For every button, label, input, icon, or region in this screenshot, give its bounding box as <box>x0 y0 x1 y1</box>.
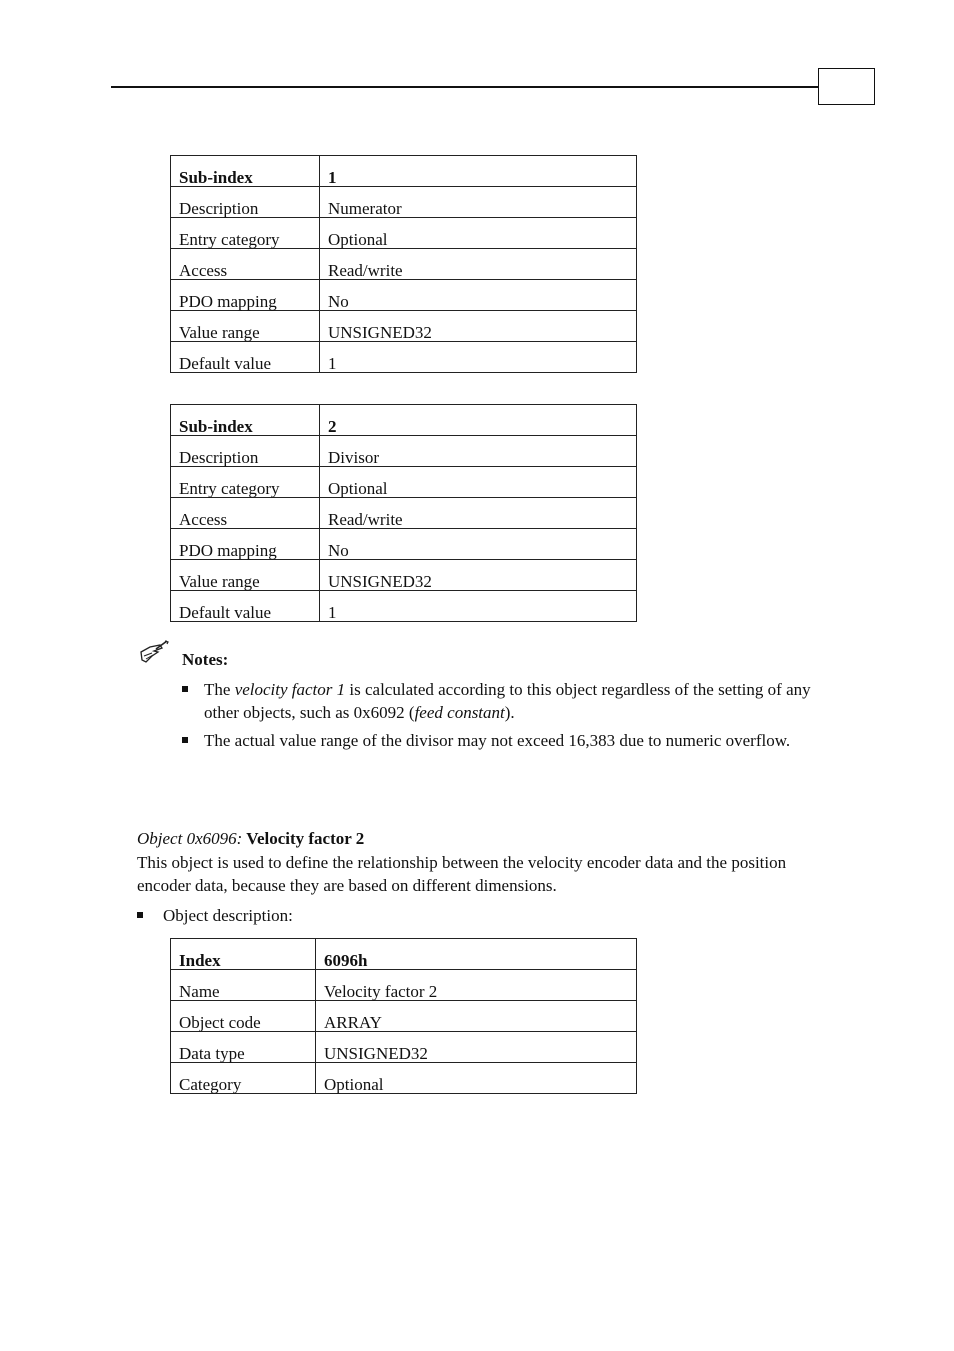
object-description-table <box>170 938 637 1094</box>
table-header-row <box>171 156 637 187</box>
table-cell-key: Category <box>171 1063 316 1094</box>
object-heading <box>137 829 364 849</box>
subindex-1-table <box>170 155 637 373</box>
note-text: The actual value range of the divisor may not exceed 16,383 due to numeric overflow. <box>204 731 791 750</box>
object-heading-title: Velocity factor 2 <box>242 829 365 848</box>
table-row <box>171 280 637 311</box>
table-header-row <box>171 405 637 436</box>
list-item <box>182 678 842 724</box>
table-row <box>171 249 637 280</box>
table-cell-key: Object code <box>171 1001 316 1032</box>
notes-title: Notes: <box>182 650 229 669</box>
bullet-icon <box>137 912 143 918</box>
table-cell-key: Description <box>171 187 320 218</box>
table-row <box>171 970 637 1001</box>
subindex-2-table <box>170 404 637 622</box>
table-cell-key: Access <box>171 498 320 529</box>
table-cell-key: Default value <box>171 591 320 622</box>
table-row <box>171 218 637 249</box>
table-cell-value: No <box>320 529 637 560</box>
note-text: The <box>204 680 235 699</box>
table-cell-key: Index <box>171 939 316 970</box>
table-cell-key: Entry category <box>171 218 320 249</box>
table-cell-key: PDO mapping <box>171 529 320 560</box>
table-row <box>171 498 637 529</box>
table-row <box>171 1063 637 1094</box>
table-cell-value: Optional <box>316 1063 637 1094</box>
table-cell-value: 1 <box>320 591 637 622</box>
note-text: ). <box>504 703 515 722</box>
table-cell-key: Name <box>171 970 316 1001</box>
table-row <box>171 467 637 498</box>
list-item <box>182 729 842 752</box>
table-row <box>171 187 637 218</box>
object-description-item <box>137 906 293 926</box>
table-row <box>171 1032 637 1063</box>
table-row <box>171 529 637 560</box>
table-cell-value: 6096h <box>316 939 637 970</box>
table-header-row <box>171 939 637 970</box>
table-cell-value: Velocity factor 2 <box>316 970 637 1001</box>
note-italic-term: velocity factor 1 <box>234 680 346 699</box>
header-rule <box>111 86 819 88</box>
table-cell-value: Optional <box>320 218 637 249</box>
table-cell-key: PDO mapping <box>171 280 320 311</box>
table-row <box>171 560 637 591</box>
table-cell-value: Numerator <box>320 187 637 218</box>
table-row <box>171 342 637 373</box>
bullet-icon <box>182 737 188 743</box>
table-cell-value: UNSIGNED32 <box>320 560 637 591</box>
table-cell-value: No <box>320 280 637 311</box>
table-cell-value: 1 <box>320 156 637 187</box>
table-cell-value: Read/write <box>320 498 637 529</box>
table-row <box>171 311 637 342</box>
table-cell-value: ARRAY <box>316 1001 637 1032</box>
note-text: is calculated according to this object regardless of the setting of any other objects, such as 0x6092 ( <box>204 680 811 722</box>
note-italic-term: feed constant <box>414 703 505 722</box>
table-cell-value: UNSIGNED32 <box>316 1032 637 1063</box>
object-paragraph: This object is used to define the relationship between the velocity encoder data and the position encoder data, because they are based on different dimensions. <box>137 853 787 895</box>
table-cell-value: UNSIGNED32 <box>320 311 637 342</box>
object-heading-id: Object 0x6096: <box>137 829 243 848</box>
table-row <box>171 436 637 467</box>
table-cell-key: Description <box>171 436 320 467</box>
hand-writing-note-icon <box>138 638 170 670</box>
table-cell-key: Entry category <box>171 467 320 498</box>
bullet-icon <box>182 686 188 692</box>
table-cell-value: 2 <box>320 405 637 436</box>
table-cell-key: Value range <box>171 560 320 591</box>
table-cell-key: Sub-index <box>171 156 320 187</box>
table-cell-value: Read/write <box>320 249 637 280</box>
table-row <box>171 1001 637 1032</box>
table-cell-key: Value range <box>171 311 320 342</box>
table-cell-key: Data type <box>171 1032 316 1063</box>
notes-list <box>182 678 842 757</box>
page-number-box <box>818 68 875 105</box>
table-cell-value: Divisor <box>320 436 637 467</box>
table-cell-value: 1 <box>320 342 637 373</box>
object-description-label: Object description: <box>163 906 293 925</box>
table-cell-key: Default value <box>171 342 320 373</box>
table-row <box>171 591 637 622</box>
table-cell-key: Sub-index <box>171 405 320 436</box>
table-cell-value: Optional <box>320 467 637 498</box>
table-cell-key: Access <box>171 249 320 280</box>
